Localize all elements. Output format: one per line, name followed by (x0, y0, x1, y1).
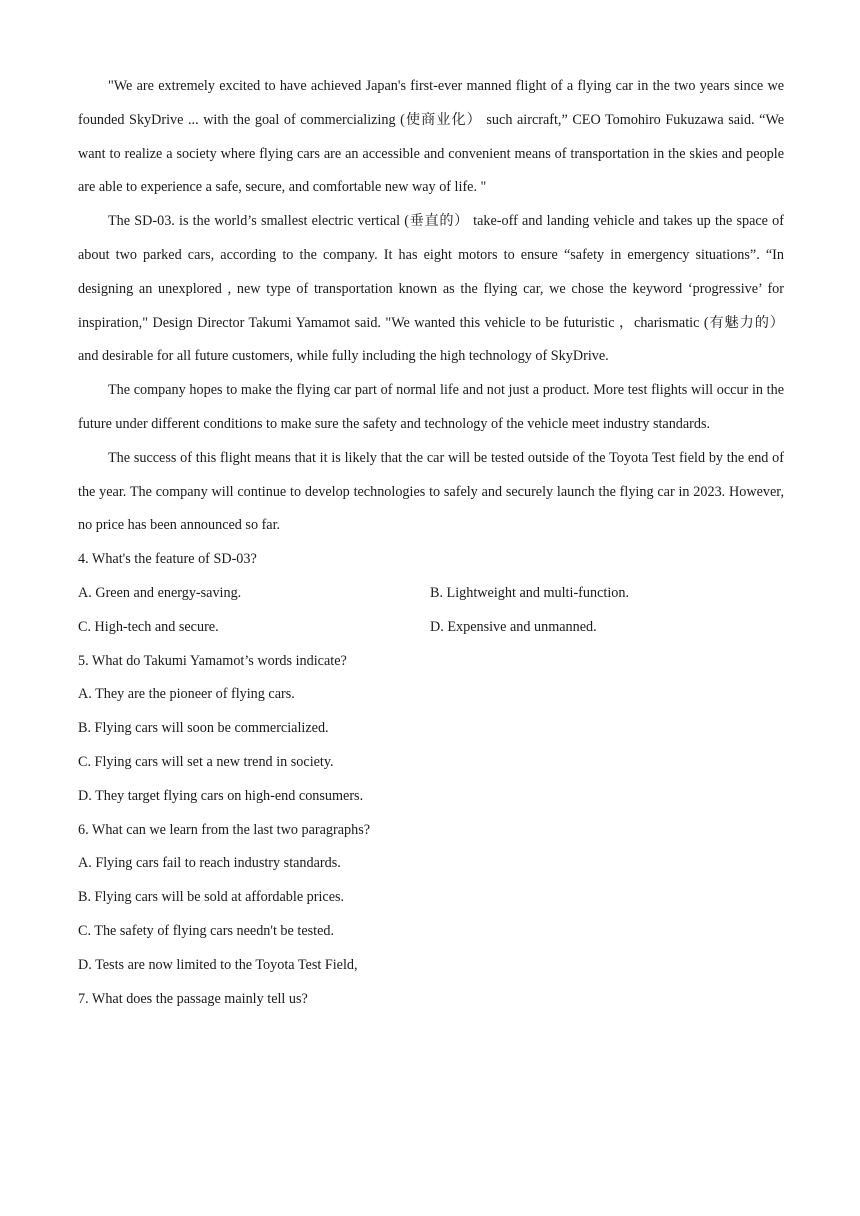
document-page (78, 70, 784, 1016)
question-4-option-d: D. Expensive and unmanned. (430, 618, 597, 635)
question-4 (78, 543, 784, 644)
question-5-stem: 5. What do Takumi Yamamot’s words indicate? (78, 652, 347, 669)
question-4-options-row-2 (78, 611, 784, 645)
passage-paragraph-3: The company hopes to make the flying car part of normal life and not just a product. More test flights will occur in the future under different conditions to make sure the safety and technology of the vehicle meet industry standards. (78, 382, 784, 432)
question-7-stem: 7. What does the passage mainly tell us? (78, 990, 308, 1007)
question-6-option-d: D. Tests are now limited to the Toyota Test Field, (78, 956, 358, 973)
question-4-option-b: B. Lightweight and multi-function. (430, 584, 629, 601)
passage-paragraph-2: The SD-03. is the world’s smallest electric vertical (垂直的） take-off and landing vehicle and takes up the space of about two parked cars, according to the company. It has eight motors to ensure “safety in emergency situations”. “In designing an unexplored , new type of transportation known as the flying car, we chose the keyword ‘progressive’ for inspiration," Design Director Takumi Yamamot said. "We wanted this vehicle to be futuristic ，charismatic (有魅力的）and desirable for all future customers, while fully including the high technology of SkyDrive. (78, 213, 784, 365)
question-5-option-a: A. They are the pioneer of flying cars. (78, 686, 295, 703)
question-5-option-b: B. Flying cars will soon be commercialized. (78, 720, 329, 737)
question-7 (78, 983, 784, 1017)
question-4-options-row-1 (78, 577, 784, 611)
question-4-option-c: C. High-tech and secure. (78, 618, 219, 635)
question-4-stem: 4. What's the feature of SD-03? (78, 551, 257, 568)
question-5-option-c: C. Flying cars will set a new trend in society. (78, 753, 334, 770)
question-5-option-d: D. They target flying cars on high-end consumers. (78, 787, 364, 804)
passage-paragraph-4: The success of this flight means that it is likely that the car will be tested outside of the Toyota Test field by the end of the year. The company will continue to develop technologies to safely and securely launch the flying car in 2023. However, no price has been announced so far. (78, 449, 784, 534)
question-5 (78, 645, 784, 814)
question-6-option-b: B. Flying cars will be sold at affordable prices. (78, 889, 345, 906)
question-6-option-c: C. The safety of flying cars needn't be tested. (78, 922, 335, 939)
question-6 (78, 814, 784, 983)
question-4-option-a: A. Green and energy-saving. (78, 584, 242, 601)
question-6-stem: 6. What can we learn from the last two paragraphs? (78, 821, 371, 838)
passage-paragraph-1: "We are extremely excited to have achieved Japan's first-ever manned flight of a flying car in the two years since we founded SkyDrive ... with the goal of commercializing (使商业化） such aircraft,” CEO Tomohiro Fukuzawa said. “We want to realize a society where flying cars are an accessible and convenient means of transportation in the skies and people are able to experience a safe, secure, and comfortable new way of life. " (78, 78, 784, 196)
question-6-option-a: A. Flying cars fail to reach industry standards. (78, 855, 341, 872)
